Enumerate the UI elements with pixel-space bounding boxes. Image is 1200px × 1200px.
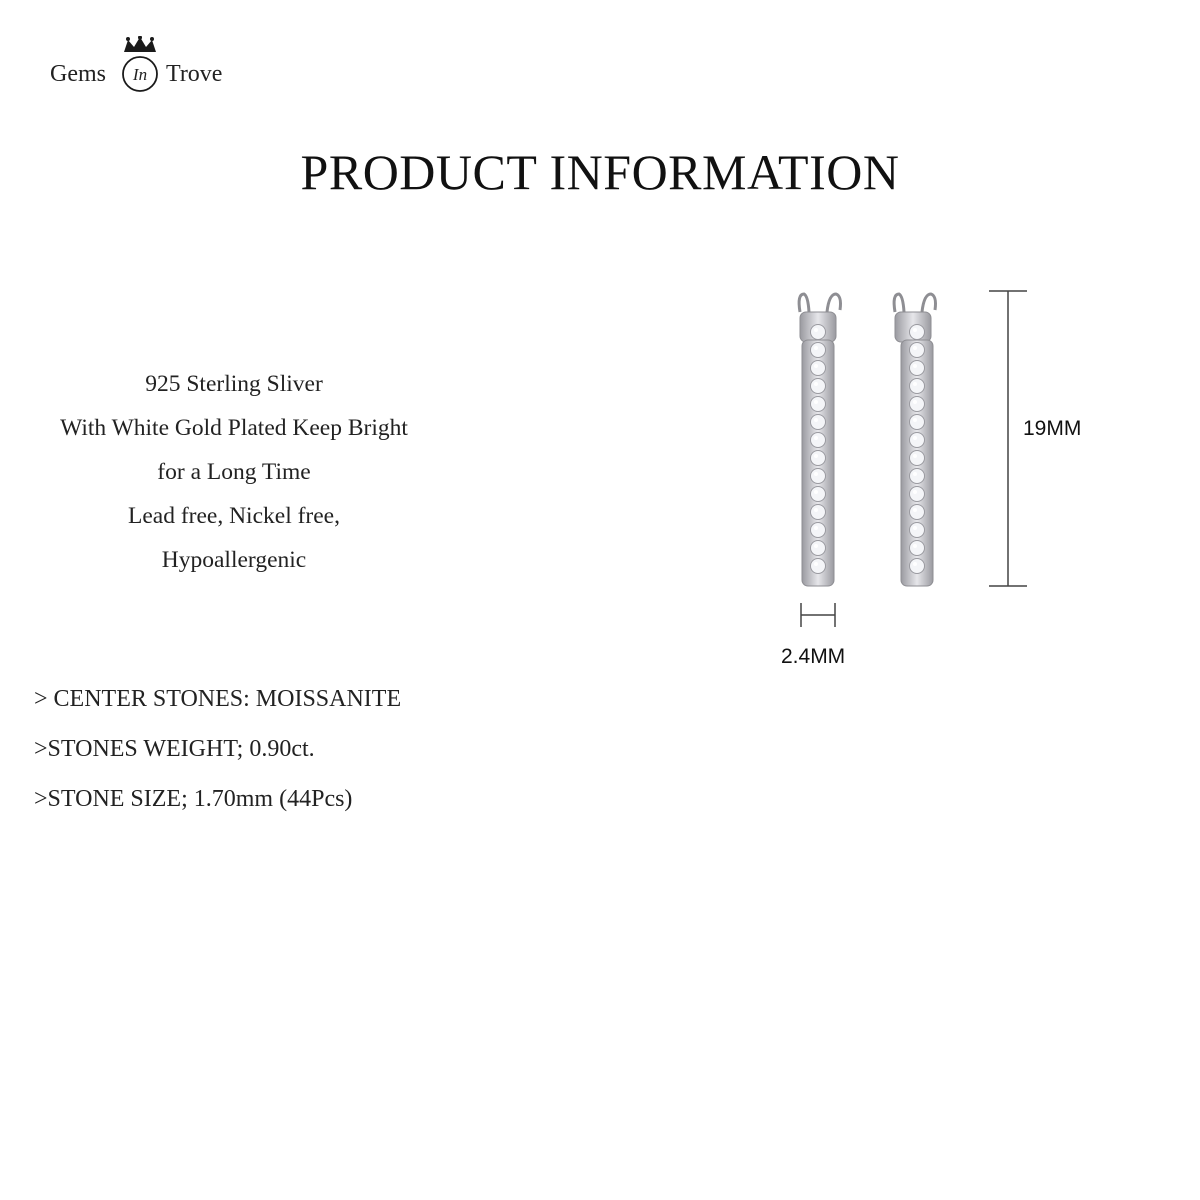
stone-sparkle <box>814 382 818 386</box>
stone-sparkle <box>814 328 818 332</box>
stone <box>910 343 925 358</box>
stone <box>910 541 925 556</box>
stone <box>910 505 925 520</box>
brand-name-left: Gems <box>50 61 106 87</box>
spec-line: > CENTER STONES: MOISSANITE <box>34 686 402 712</box>
stone <box>811 433 826 448</box>
stone <box>910 523 925 538</box>
stone-sparkle <box>913 472 917 476</box>
stone <box>811 397 826 412</box>
stone <box>811 505 826 520</box>
stone <box>811 469 826 484</box>
stone-sparkle <box>814 472 818 476</box>
stone-sparkle <box>913 454 917 458</box>
stone-sparkle <box>913 436 917 440</box>
height-dimension-line <box>989 291 1027 586</box>
stone-sparkle <box>814 490 818 494</box>
stone-sparkle <box>913 382 917 386</box>
earring-right-image <box>894 294 935 586</box>
stone-sparkle <box>913 562 917 566</box>
earring-left-image <box>799 294 840 586</box>
stone-sparkle <box>814 562 818 566</box>
stone-sparkle <box>814 454 818 458</box>
brand-name-right: Trove <box>166 61 223 87</box>
description-line: 925 Sterling Sliver <box>145 371 323 397</box>
stone-sparkle <box>814 436 818 440</box>
stone <box>910 397 925 412</box>
stone <box>811 325 826 340</box>
stone-sparkle <box>913 544 917 548</box>
stone-sparkle <box>913 526 917 530</box>
stone-sparkle <box>913 508 917 512</box>
stone-sparkle <box>913 418 917 422</box>
stone-sparkle <box>913 400 917 404</box>
stone <box>910 469 925 484</box>
stone <box>910 451 925 466</box>
stone-sparkle <box>814 346 818 350</box>
stone <box>811 415 826 430</box>
description-line: Lead free, Nickel free, <box>127 503 340 529</box>
stone <box>910 379 925 394</box>
spec-line: >STONE SIZE; 1.70mm (44Pcs) <box>34 786 353 812</box>
stone-sparkle <box>814 508 818 512</box>
stone <box>910 415 925 430</box>
stone-sparkle <box>913 364 917 368</box>
description-line: for a Long Time <box>157 459 311 485</box>
product-description <box>24 362 444 582</box>
description-line: With White Gold Plated Keep Bright <box>60 415 408 441</box>
stone <box>811 523 826 538</box>
stone <box>811 379 826 394</box>
width-dimension-label: 2.4MM <box>781 645 846 668</box>
stone-sparkle <box>913 346 917 350</box>
stone-sparkle <box>814 526 818 530</box>
stone <box>910 433 925 448</box>
stone-sparkle <box>814 400 818 404</box>
stone-sparkle <box>814 418 818 422</box>
stone-sparkle <box>913 490 917 494</box>
description-line: Hypoallergenic <box>161 547 307 573</box>
stone <box>811 487 826 502</box>
stone <box>910 361 925 376</box>
page-title: PRODUCT INFORMATION <box>300 144 900 200</box>
brand-name-middle: In <box>132 65 148 84</box>
stone <box>910 487 925 502</box>
stone <box>910 559 925 574</box>
stone-sparkle <box>913 328 917 332</box>
stone-sparkle <box>814 544 818 548</box>
stone <box>910 325 925 340</box>
stone-sparkle <box>814 364 818 368</box>
stone <box>811 343 826 358</box>
width-dimension-line <box>801 603 835 627</box>
height-dimension-label: 19MM <box>1023 417 1082 440</box>
stone <box>811 559 826 574</box>
spec-line: >STONES WEIGHT; 0.90ct. <box>34 736 315 762</box>
earring-dimension-drawing <box>770 280 1070 680</box>
stone <box>811 541 826 556</box>
brand-logo <box>50 36 250 96</box>
stone-specs <box>34 686 401 836</box>
stone <box>811 361 826 376</box>
stone <box>811 451 826 466</box>
